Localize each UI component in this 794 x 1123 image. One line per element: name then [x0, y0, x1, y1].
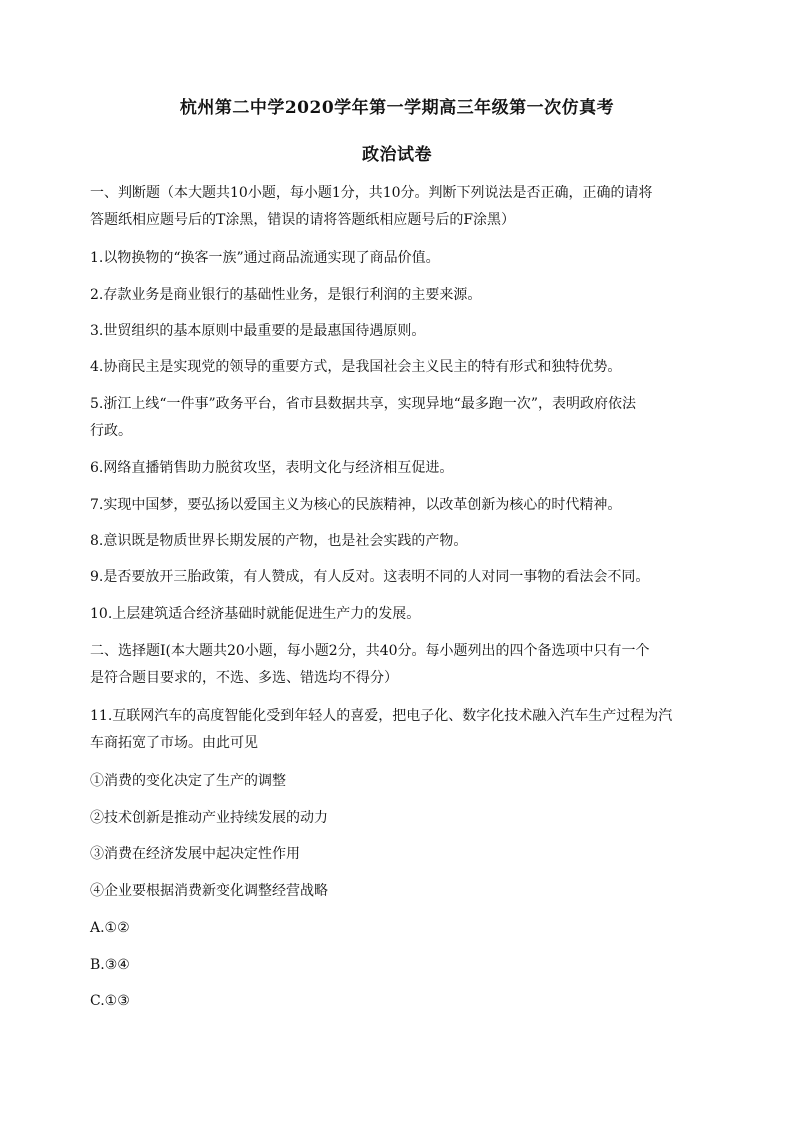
question-item-5-line2: 行政。 — [90, 423, 132, 439]
question-item-3: 3.世贸组织的基本原则中最重要的是最惠国待遇原则。 — [90, 323, 426, 339]
question-11-stem-line2: 车商拓宽了市场。由此可见 — [90, 735, 258, 751]
question-item-4: 4.协商民主是实现党的领导的重要方式，是我国社会主义民主的特有形式和独特优势。 — [90, 359, 622, 375]
page-title: 杭州第二中学2020学年第一学期高三年级第一次仿真考 — [179, 98, 615, 118]
question-11-option-b: B.③④ — [90, 957, 130, 973]
question-item-5-line1: 5.浙江上线“一件事”政务平台，省市县数据共享，实现异地“最多跑一次”，表明政府依法 — [90, 396, 636, 412]
question-11-statement-3: ③消费在经济发展中起决定性作用 — [90, 846, 300, 862]
page-subtitle: 政治试卷 — [362, 145, 432, 165]
question-item-6: 6.网络直播销售助力脱贫攻坚，表明文化与经济相互促进。 — [90, 460, 454, 476]
section1-intro-line1: 一、判断题（本大题共10小题，每小题1分，共10分。判断下列说法是否正确，正确的请将 — [90, 185, 653, 201]
question-item-8: 8.意识既是物质世界长期发展的产物，也是社会实践的产物。 — [90, 533, 468, 549]
question-item-1: 1.以物换物的“换客一族”通过商品流通实现了商品价值。 — [90, 250, 440, 266]
question-11-option-c: C.①③ — [90, 993, 130, 1009]
section1-intro-line2: 答题纸相应题号后的T涂黑，错误的请将答题纸相应题号后的F涂黑） — [90, 212, 516, 228]
question-11-statement-4: ④企业要根据消费新变化调整经营战略 — [90, 883, 328, 899]
question-item-7: 7.实现中国梦，要弘扬以爱国主义为核心的民族精神，以改革创新为核心的时代精神。 — [90, 497, 622, 513]
question-item-2: 2.存款业务是商业银行的基础性业务，是银行利润的主要来源。 — [90, 287, 482, 303]
question-item-9: 9.是否要放开三胎政策，有人赞成，有人反对。这表明不同的人对同一事物的看法会不同。 — [90, 569, 650, 585]
section2-intro-line2: 是符合题目要求的，不选、多选、错选均不得分） — [90, 670, 398, 686]
section2-intro-line1: 二、选择题Ⅰ(本大题共20小题，每小题2分，共40分。每小题列出的四个备选项中只有一个 — [90, 643, 650, 659]
question-11-statement-1: ①消费的变化决定了生产的调整 — [90, 773, 286, 789]
question-item-10: 10.上层建筑适合经济基础时就能促进生产力的发展。 — [90, 606, 421, 622]
question-11-stem-line1: 11.互联网汽车的高度智能化受到年轻人的喜爱，把电子化、数字化技术融入汽车生产过程为汽 — [90, 708, 673, 724]
question-11-option-a: A.①② — [90, 920, 130, 936]
question-11-statement-2: ②技术创新是推动产业持续发展的动力 — [90, 810, 328, 826]
